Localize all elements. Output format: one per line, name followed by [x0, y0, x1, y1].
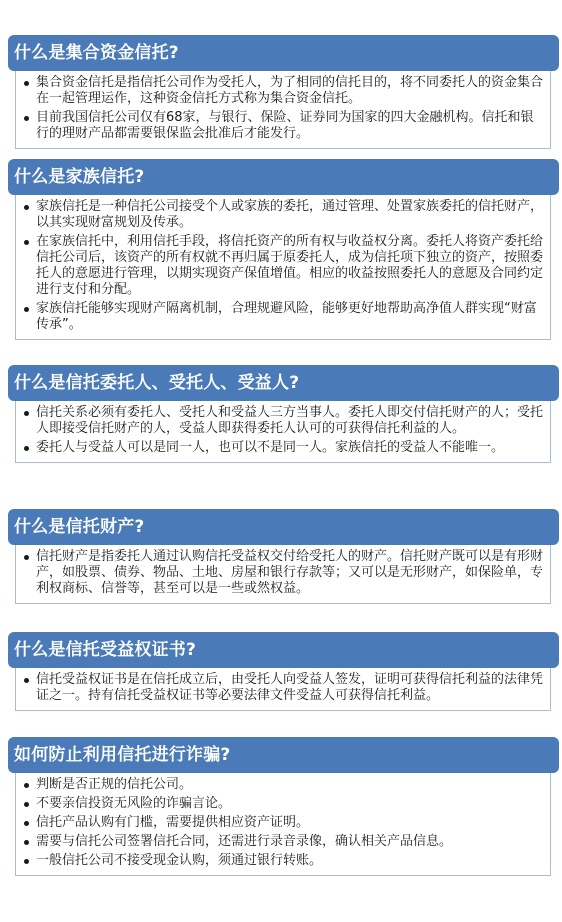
list-item-text: 目前我国信托公司仅有68家，与银行、保险、证券同为国家的四大金融机构。信托和银行的理财产品都需要银保监会批准后才能发行。: [36, 110, 534, 141]
list-item: [22, 234, 546, 298]
list-item-text: 在家族信托中，利用信托手段，将信托资产的所有权与收益权分离。委托人将资产委托给信托公司后，该资产的所有权就不再归属于原委托人，成为信托项下独立的资产，按照委托人的意愿进行管理，以期实现资产保值增值。相应的收益按照委托人的意愿及合同约定进行支付和分配。: [36, 234, 544, 297]
section-title: 什么是家族信托?: [8, 159, 559, 195]
bullet-list: [22, 672, 546, 704]
bullet-dot-icon: [24, 783, 29, 788]
bullet-list: [22, 777, 546, 869]
bullet-list: [22, 405, 546, 456]
list-item-text: 家族信托是一种信托公司接受个人或家族的委托，通过管理、处置家族委托的信托财产，以其实现财富规划及传承。: [36, 199, 544, 230]
list-item: [22, 199, 546, 231]
section-body: [15, 195, 551, 340]
bullet-dot-icon: [24, 840, 29, 845]
section-body: [15, 668, 551, 711]
section-body: [15, 401, 551, 463]
list-item: [22, 405, 546, 437]
list-item: [22, 301, 546, 333]
section-title: 什么是集合资金信托?: [8, 35, 559, 71]
bullet-dot-icon: [24, 205, 29, 210]
section-fraud-prevention: [8, 737, 559, 876]
bullet-dot-icon: [24, 859, 29, 864]
section-trust-parties: [8, 365, 559, 463]
list-item-text: 信托财产是指委托人通过认购信托受益权交付给受托人的财产。信托财产既可以是有形财产，如股票、债券、物品、土地、房屋和银行存款等；又可以是无形财产，如保险单，专利权商标、信誉等，甚至可以是一些或然权益。: [36, 549, 544, 596]
list-item: [22, 110, 546, 142]
section-title: 什么是信托受益权证书?: [8, 632, 559, 668]
section-collective-trust: [8, 35, 559, 149]
list-item: [22, 815, 546, 831]
list-item-text: 需要与信托公司签署信托合同，还需进行录音录像，确认相关产品信息。: [36, 834, 453, 849]
bullet-dot-icon: [24, 821, 29, 826]
bullet-dot-icon: [24, 81, 29, 86]
list-item-text: 不要亲信投资无风险的诈骗言论。: [36, 796, 232, 811]
section-trust-property: [8, 509, 559, 604]
bullet-dot-icon: [24, 446, 29, 451]
section-body: [15, 545, 551, 604]
list-item: [22, 549, 546, 597]
list-item-text: 信托产品认购有门槛，需要提供相应资产证明。: [36, 815, 310, 830]
section-body: [15, 71, 551, 149]
bullet-list: [22, 199, 546, 333]
section-title: 什么是信托财产?: [8, 509, 559, 545]
section-title: 如何防止利用信托进行诈骗?: [8, 737, 559, 773]
bullet-list: [22, 549, 546, 597]
section-family-trust: [8, 159, 559, 340]
list-item-text: 一般信托公司不接受现金认购，须通过银行转账。: [36, 853, 323, 868]
bullet-dot-icon: [24, 411, 29, 416]
list-item: [22, 777, 546, 793]
list-item-text: 家族信托能够实现财产隔离机制，合理规避风险，能够更好地帮助高净值人群实现“财富传承”。: [36, 301, 537, 332]
list-item-text: 集合资金信托是指信托公司作为受托人，为了相同的信托目的，将不同委托人的资金集合在一起管理运作，这种资金信托方式称为集合资金信托。: [36, 75, 544, 106]
list-item-text: 信托关系必须有委托人、受托人和受益人三方当事人。委托人即交付信托财产的人；受托人即接受信托财产的人，受益人即获得委托人认可的可获得信托利益的人。: [36, 405, 544, 436]
bullet-dot-icon: [24, 116, 29, 121]
bullet-list: [22, 75, 546, 142]
section-beneficiary-certificate: [8, 632, 559, 711]
list-item: [22, 672, 546, 704]
list-item-text: 委托人与受益人可以是同一人，也可以不是同一人。家族信托的受益人不能唯一。: [36, 440, 505, 455]
list-item-text: 信托受益权证书是在信托成立后，由受托人向受益人签发，证明可获得信托利益的法律凭证之一。持有信托受益权证书等必要法律文件受益人可获得信托利益。: [36, 672, 544, 703]
list-item: [22, 796, 546, 812]
bullet-dot-icon: [24, 307, 29, 312]
bullet-dot-icon: [24, 678, 29, 683]
list-item: [22, 834, 546, 850]
list-item: [22, 440, 546, 456]
list-item: [22, 853, 546, 869]
bullet-dot-icon: [24, 555, 29, 560]
bullet-dot-icon: [24, 802, 29, 807]
list-item-text: 判断是否正规的信托公司。: [36, 777, 193, 792]
section-title: 什么是信托委托人、受托人、受益人?: [8, 365, 559, 401]
section-body: [15, 773, 551, 876]
bullet-dot-icon: [24, 240, 29, 245]
list-item: [22, 75, 546, 107]
